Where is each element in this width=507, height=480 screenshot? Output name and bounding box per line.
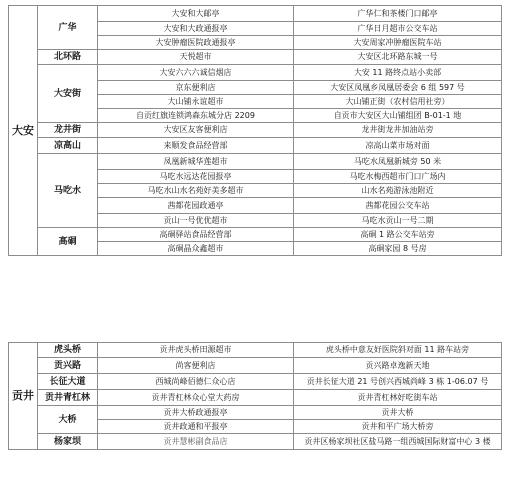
area-cell: 马吃水 (38, 154, 98, 228)
table-daan (8, 5, 502, 256)
address-cell: 山水名苑游泳池附近 (294, 184, 502, 198)
store-name-cell: 茜都花园政通亭 (98, 198, 294, 214)
store-name-cell: 大安和大政通报亭 (98, 22, 294, 36)
address-cell: 大安周家冲肿瘤医院车站 (294, 36, 502, 50)
area-cell: 广华 (38, 6, 98, 50)
table-row (9, 358, 502, 374)
store-name-cell: 大安和大邮亭 (98, 6, 294, 22)
store-name-cell: 大安肿瘤医院政通报亭 (98, 36, 294, 50)
store-name-cell: 尚客便利店 (98, 358, 294, 374)
store-name-cell: 高硐晶众鑫超市 (98, 242, 294, 256)
store-name-cell: 凤凰新城华莲超市 (98, 154, 294, 170)
table-row (9, 138, 502, 154)
store-name-cell: 贡井青杠林众心堂大药房 (98, 390, 294, 406)
table-row (9, 65, 502, 81)
store-name-cell: 贡井大桥政通报亭 (98, 406, 294, 420)
table-row (9, 434, 502, 450)
address-cell: 马吃水贡山一号二期 (294, 214, 502, 228)
address-cell: 广华仁和茶楼门口邮亭 (294, 6, 502, 22)
region-cell: 贡井 (9, 343, 38, 450)
address-cell: 高硐家园 8 号房 (294, 242, 502, 256)
area-cell: 贡井青杠林 (38, 390, 98, 406)
table-row (9, 154, 502, 170)
store-name-cell: 马吃水山水名苑好美多超市 (98, 184, 294, 198)
store-name-cell: 大安六六六诚信烟店 (98, 65, 294, 81)
table-gongjing (8, 342, 502, 450)
store-name-cell: 贡山一号优优超市 (98, 214, 294, 228)
address-cell: 贡井大桥 (294, 406, 502, 420)
address-cell: 广华日月超市公交车站 (294, 22, 502, 36)
address-cell: 大安 11 路终点站小卖部 (294, 65, 502, 81)
area-cell: 龙井街 (38, 123, 98, 138)
address-cell: 龙井街龙井加油站旁 (294, 123, 502, 138)
area-cell: 北环路 (38, 50, 98, 65)
area-cell: 长征大道 (38, 374, 98, 390)
address-cell: 凉高山菜市场对面 (294, 138, 502, 154)
address-cell: 贡兴路卓逸新天地 (294, 358, 502, 374)
table-row (9, 50, 502, 65)
address-cell: 贡井青杠林好吃街车站 (294, 390, 502, 406)
area-cell: 大桥 (38, 406, 98, 434)
address-cell: 贡井区杨家坝社区盐马路一组西城国际财富中心 3 楼 (294, 434, 502, 450)
store-name-cell: 贡井慧彬副食品店 (98, 434, 294, 450)
address-cell: 马吃水梅西超市门口广场内 (294, 170, 502, 184)
store-name-cell: 贡井虎头桥田源超市 (98, 343, 294, 358)
area-cell: 虎头桥 (38, 343, 98, 358)
region-cell: 大安 (9, 6, 38, 256)
store-name-cell: 大山铺永谊超市 (98, 95, 294, 109)
area-cell: 贡兴路 (38, 358, 98, 374)
address-cell: 大安区北环路东城一号 (294, 50, 502, 65)
address-cell: 贡井和平广场大桥旁 (294, 420, 502, 434)
address-cell: 自贡市大安区大山铺组团 B-01-1 地 (294, 109, 502, 123)
table-row (9, 6, 502, 22)
address-cell: 大安区凤凰乡凤凰居委会 6 组 597 号 (294, 81, 502, 95)
store-name-cell: 马吃水远达花园报亭 (98, 170, 294, 184)
store-name-cell: 大安区友客便利店 (98, 123, 294, 138)
area-cell: 凉高山 (38, 138, 98, 154)
area-cell: 高硐 (38, 228, 98, 256)
table-body (9, 343, 502, 450)
address-cell: 大山铺正街（农村信用社旁） (294, 95, 502, 109)
address-cell: 茜都花园公交车站 (294, 198, 502, 214)
store-name-cell: 贡井政通和平报亭 (98, 420, 294, 434)
address-cell: 马吃水凤凰新城旁 50 米 (294, 154, 502, 170)
table-row (9, 228, 502, 242)
address-cell: 虎头桥中意友好医院斜对面 11 路车站旁 (294, 343, 502, 358)
table-row (9, 123, 502, 138)
store-name-cell: 西城尚峰佰德仁众心店 (98, 374, 294, 390)
table-body (9, 6, 502, 256)
address-cell: 贡井长征大道 21 号创兴西城尚峰 3 栋 1-06.07 号 (294, 374, 502, 390)
store-name-cell: 京东便利店 (98, 81, 294, 95)
store-name-cell: 高硐驿站食品经营部 (98, 228, 294, 242)
table-row (9, 374, 502, 390)
address-cell: 高硐 1 路公交车站旁 (294, 228, 502, 242)
table-row (9, 343, 502, 358)
store-name-cell: 自贡红旗连锁鸿森东城分店 2209 (98, 109, 294, 123)
area-cell: 大安街 (38, 65, 98, 123)
area-cell: 杨家坝 (38, 434, 98, 450)
store-name-cell: 天悦超市 (98, 50, 294, 65)
store-name-cell: 来顺发食品经营部 (98, 138, 294, 154)
table-row (9, 390, 502, 406)
table-row (9, 406, 502, 420)
